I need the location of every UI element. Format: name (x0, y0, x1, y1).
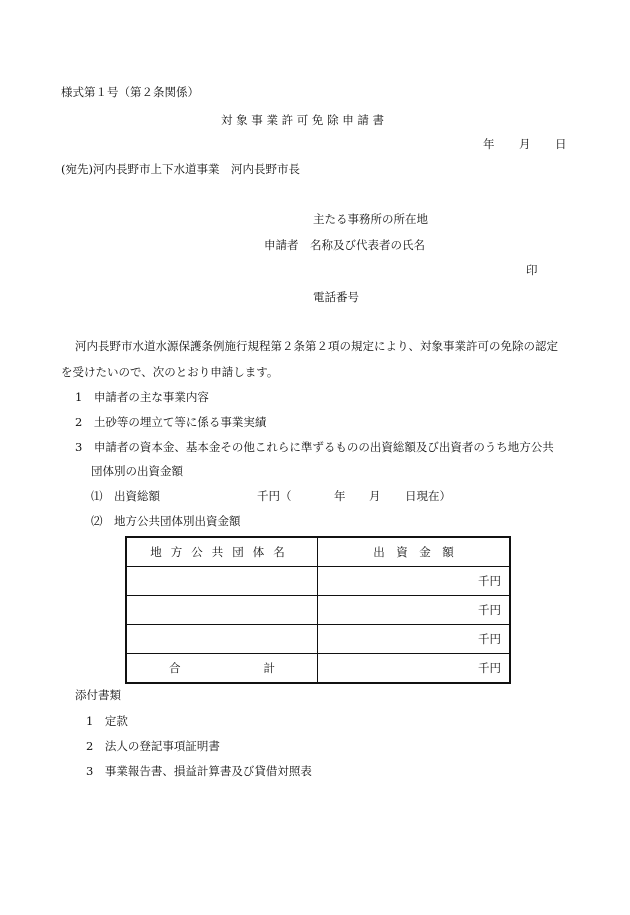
sub-item-1-year: 年 (334, 489, 346, 503)
form-number: 様式第１号（第２条関係） (61, 85, 199, 99)
amount-cell[interactable]: 千円 (318, 596, 511, 625)
total-label-right: 計 (263, 661, 275, 675)
total-label-cell (126, 654, 318, 684)
sub-item-1-label: ⑴ 出資総額 (91, 489, 160, 503)
header-amount: 出 資 金 額 (318, 537, 511, 567)
item-3-line1: 3 申請者の資本金、基本金その他これらに準ずるものの出資総額及び出資者のうち地方公共 (75, 440, 554, 454)
attachment-3: 3 事業報告書、損益計算書及び貸借対照表 (86, 764, 312, 778)
table-row (126, 625, 510, 654)
amount-cell[interactable]: 千円 (318, 567, 511, 596)
header-municipality: 地方公共団体名 (126, 537, 318, 567)
date-year: 年 (483, 137, 495, 151)
total-label-left: 合 (169, 661, 181, 675)
addressee: (宛先)河内長野市上下水道事業 河内長野市長 (61, 162, 300, 176)
municipality-cell[interactable] (126, 596, 318, 625)
attachment-2: 2 法人の登記事項証明書 (86, 739, 220, 753)
form-title: 対 象 事 業 許 可 免 除 申 請 書 (221, 113, 385, 127)
municipality-cell[interactable] (126, 567, 318, 596)
phone-label: 電話番号 (313, 290, 359, 304)
total-amount-cell[interactable]: 千円 (318, 654, 511, 684)
investment-table (125, 536, 511, 684)
municipality-cell[interactable] (126, 625, 318, 654)
item-2: 2 土砂等の埋立て等に係る事業実績 (75, 415, 267, 429)
body-text-line1: 河内長野市水道水源保護条例施行規程第２条第２項の規定により、対象事業許可の免除の認定 (75, 339, 558, 353)
item-1: 1 申請者の主な事業内容 (75, 390, 209, 404)
table-total-row (126, 654, 510, 684)
sub-item-1-unit: 千円（ (257, 489, 292, 503)
table-header-row (126, 537, 510, 567)
sub-item-2-label: ⑵ 地方公共団体別出資金額 (91, 514, 241, 528)
attachments-heading: 添付書類 (75, 688, 121, 702)
seal-mark: 印 (526, 263, 538, 277)
sub-item-1-day: 日現在） (405, 489, 451, 503)
table-row (126, 567, 510, 596)
sub-item-1-month: 月 (369, 489, 381, 503)
date-day: 日 (555, 137, 567, 151)
item-3-line2: 団体別の出資金額 (91, 464, 183, 478)
office-address-label: 主たる事務所の所在地 (313, 212, 428, 226)
applicant-name-label: 申請者 名称及び代表者の氏名 (264, 238, 425, 252)
attachment-1: 1 定款 (86, 714, 128, 728)
body-text-line2: を受けたいので、次のとおり申請します。 (61, 365, 279, 379)
amount-cell[interactable]: 千円 (318, 625, 511, 654)
table-row (126, 596, 510, 625)
date-month: 月 (519, 137, 531, 151)
